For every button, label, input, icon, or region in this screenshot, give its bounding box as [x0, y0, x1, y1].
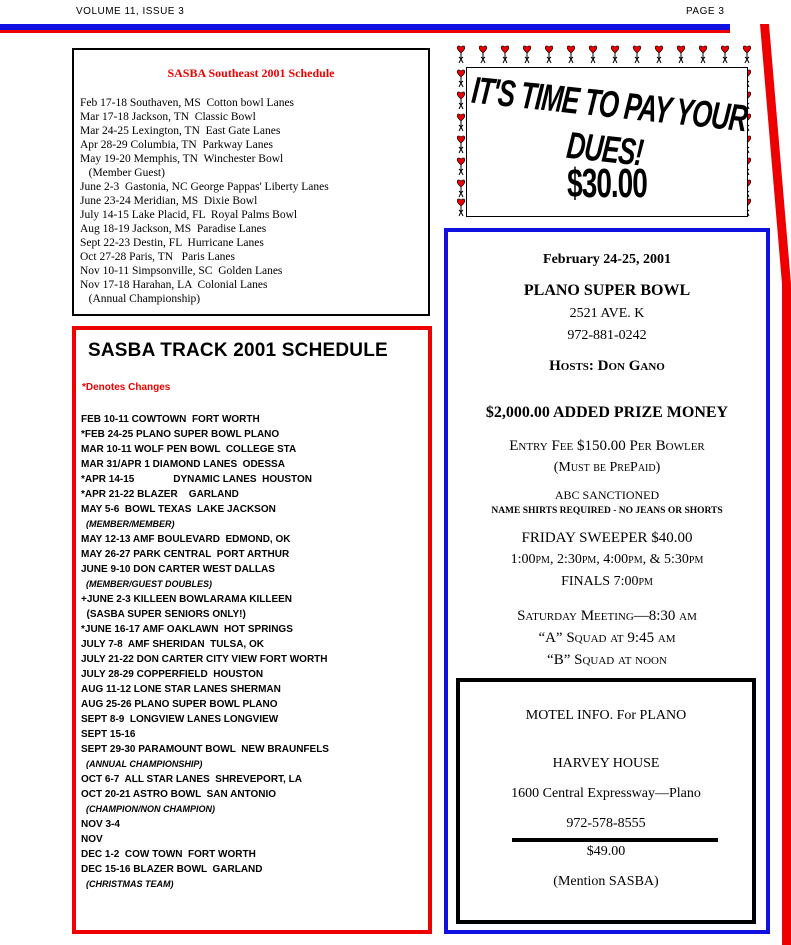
motel-name: HARVEY HOUSE: [552, 756, 660, 771]
track-line: (MEMBER/MEMBER): [81, 519, 175, 529]
track-line: OCT 6-7 ALL STAR LANES SHREVEPORT, LA: [81, 774, 302, 785]
tournament-address: 2521 AVE. K: [569, 306, 645, 321]
southeast-list: [80, 96, 329, 306]
heart-icon: [456, 68, 466, 88]
top-color-bar: [0, 24, 730, 33]
track-line: AUG 11-12 LONE STAR LANES SHERMAN: [81, 684, 281, 695]
finals-time: FINALS 7:00pm: [561, 574, 653, 589]
heart-icon: [720, 44, 730, 64]
heart-icon: [456, 197, 466, 217]
heart-icon: [588, 44, 598, 64]
tournament-phone: 972-881-0242: [567, 328, 647, 343]
track-list: [81, 412, 329, 892]
heart-icon: [654, 44, 664, 64]
motel-address: 1600 Central Expressway—Plano: [511, 786, 701, 801]
tournament-venue: PLANO SUPER BOWL: [523, 282, 691, 299]
track-line: NOV: [81, 834, 103, 845]
track-line: DEC 15-16 BLAZER BOWL GARLAND: [81, 864, 263, 875]
friday-sweeper: FRIDAY SWEEPER $40.00: [521, 530, 693, 546]
motel-divider: [512, 838, 718, 842]
prepaid-note: (Must be PrePaid): [553, 460, 661, 475]
track-line: JULY 28-29 COPPERFIELD HOUSTON: [81, 669, 264, 680]
track-line: (ANNUAL CHAMPIONSHIP): [81, 759, 203, 769]
track-line: MAY 26-27 PARK CENTRAL PORT ARTHUR: [81, 549, 290, 560]
southeast-schedule-box: [72, 48, 430, 316]
heart-icon: [610, 44, 620, 64]
page-number: PAGE 3: [686, 6, 725, 17]
saturday-meeting: Saturday Meeting—8:30 am: [517, 608, 697, 624]
track-line: (CHAMPION/NON CHAMPION): [81, 804, 215, 814]
track-line: MAY 5-6 BOWL TEXAS LAKE JACKSON: [81, 504, 276, 515]
motel-note: (Mention SASBA): [553, 874, 659, 889]
southeast-line: Aug 18-19 Jackson, MS Paradise Lanes: [80, 223, 267, 235]
track-line: *JUNE 16-17 AMF OAKLAWN HOT SPRINGS: [81, 624, 293, 635]
track-line: JUNE 9-10 DON CARTER WEST DALLAS: [81, 564, 275, 575]
southeast-line: Nov 10-11 Simpsonville, SC Golden Lanes: [80, 265, 283, 277]
track-line: +JUNE 2-3 KILLEEN BOWLARAMA KILLEEN: [81, 594, 293, 605]
dues-amount: $30.00: [567, 160, 647, 206]
dues-box: [448, 42, 764, 220]
southeast-line: May 19-20 Memphis, TN Winchester Bowl: [80, 153, 284, 165]
heart-icon: [456, 156, 466, 176]
track-schedule-box: [72, 326, 432, 934]
southeast-line: (Member Guest): [80, 167, 165, 179]
track-line: SEPT 15-16: [81, 729, 136, 740]
southeast-line: Mar 24-25 Lexington, TN East Gate Lanes: [80, 125, 281, 137]
heart-icon: [632, 44, 642, 64]
southeast-line: Apr 28-29 Columbia, TN Parkway Lanes: [80, 139, 274, 151]
track-line: (CHRISTMAS TEAM): [81, 879, 174, 889]
track-line: NOV 3-4: [81, 819, 120, 830]
sweeper-times: 1:00pm, 2:30pm, 4:00pm, & 5:30pm: [510, 552, 704, 567]
squad-a: “A” Squad at 9:45 am: [538, 630, 676, 646]
southeast-line: Feb 17-18 Southaven, MS Cotton bowl Lanes: [80, 97, 295, 109]
track-title: SASBA TRACK 2001 SCHEDULE: [88, 340, 388, 361]
track-line: OCT 20-21 ASTRO BOWL SAN ANTONIO: [81, 789, 277, 800]
tournament-date: February 24-25, 2001: [543, 252, 671, 267]
track-line: JULY 7-8 AMF SHERIDAN TULSA, OK: [81, 639, 264, 650]
heart-icon: [456, 178, 466, 198]
track-line: SEPT 29-30 PARAMOUNT BOWL NEW BRAUNFELS: [81, 744, 329, 755]
heart-icon: [478, 44, 488, 64]
southeast-line: Oct 27-28 Paris, TN Paris Lanes: [80, 251, 236, 263]
abc-sanctioned: ABC SANCTIONED: [554, 488, 660, 502]
track-line: MAY 12-13 AMF BOULEVARD EDMOND, OK: [81, 534, 291, 545]
southeast-line: (Annual Championship): [80, 293, 201, 305]
heart-icon: [456, 90, 466, 110]
dues-title: IT'S TIME TO PAY YOUR DUES!: [469, 67, 749, 175]
track-line: *FEB 24-25 PLANO SUPER BOWL PLANO: [81, 429, 280, 440]
track-line: *APR 14-15 DYNAMIC LANES HOUSTON: [81, 474, 312, 485]
track-line: FEB 10-11 COWTOWN FORT WORTH: [81, 414, 260, 425]
entry-fee: Entry Fee $150.00 Per Bowler: [509, 438, 705, 454]
volume-issue: VOLUME 11, ISSUE 3: [76, 6, 185, 17]
track-line: (SASBA SUPER SENIORS ONLY!): [81, 609, 246, 620]
heart-icon: [456, 44, 466, 64]
southeast-title: SASBA Southeast 2001 Schedule: [167, 66, 335, 80]
tournament-hosts: Hosts: Don Gano: [549, 358, 665, 374]
heart-icon: [742, 44, 752, 64]
southeast-line: Mar 17-18 Jackson, TN Classic Bowl: [80, 111, 256, 123]
heart-icon: [698, 44, 708, 64]
southeast-line: Nov 17-18 Harahan, LA Colonial Lanes: [80, 279, 268, 291]
heart-icon: [522, 44, 532, 64]
heart-icon: [676, 44, 686, 64]
heart-icon: [544, 44, 554, 64]
squad-b: “B” Squad at noon: [547, 652, 667, 668]
track-line: MAR 31/APR 1 DIAMOND LANES ODESSA: [81, 459, 285, 470]
heart-icon: [456, 112, 466, 132]
southeast-line: June 23-24 Meridian, MS Dixie Bowl: [80, 195, 258, 207]
track-line: *APR 21-22 BLAZER GARLAND: [81, 489, 239, 500]
track-line: DEC 1-2 COW TOWN FORT WORTH: [81, 849, 256, 860]
track-line: (MEMBER/GUEST DOUBLES): [81, 579, 213, 589]
southeast-line: July 14-15 Lake Placid, FL Royal Palms Bowl: [80, 209, 298, 221]
motel-box: [456, 678, 756, 924]
shirts-note: NAME SHIRTS REQUIRED - NO JEANS OR SHORTS: [491, 506, 723, 516]
track-line: SEPT 8-9 LONGVIEW LANES LONGVIEW: [81, 714, 279, 725]
motel-price: $49.00: [586, 844, 626, 859]
motel-heading: MOTEL INFO. For PLANO: [525, 708, 687, 723]
track-line: MAR 10-11 WOLF PEN BOWL COLLEGE STA: [81, 444, 297, 455]
prize-money: $2,000.00 ADDED PRIZE MONEY: [485, 404, 729, 421]
motel-phone: 972-578-8555: [566, 816, 646, 831]
heart-icon: [566, 44, 576, 64]
track-note: *Denotes Changes: [82, 382, 171, 393]
southeast-line: Sept 22-23 Destin, FL Hurricane Lanes: [80, 237, 264, 249]
southeast-line: June 2-3 Gastonia, NC George Pappas' Liberty Lanes: [80, 181, 329, 193]
track-line: AUG 25-26 PLANO SUPER BOWL PLANO: [81, 699, 278, 710]
dues-frame: [466, 67, 748, 217]
track-line: JULY 21-22 DON CARTER CITY VIEW FORT WORTH: [81, 654, 328, 665]
heart-icon: [500, 44, 510, 64]
